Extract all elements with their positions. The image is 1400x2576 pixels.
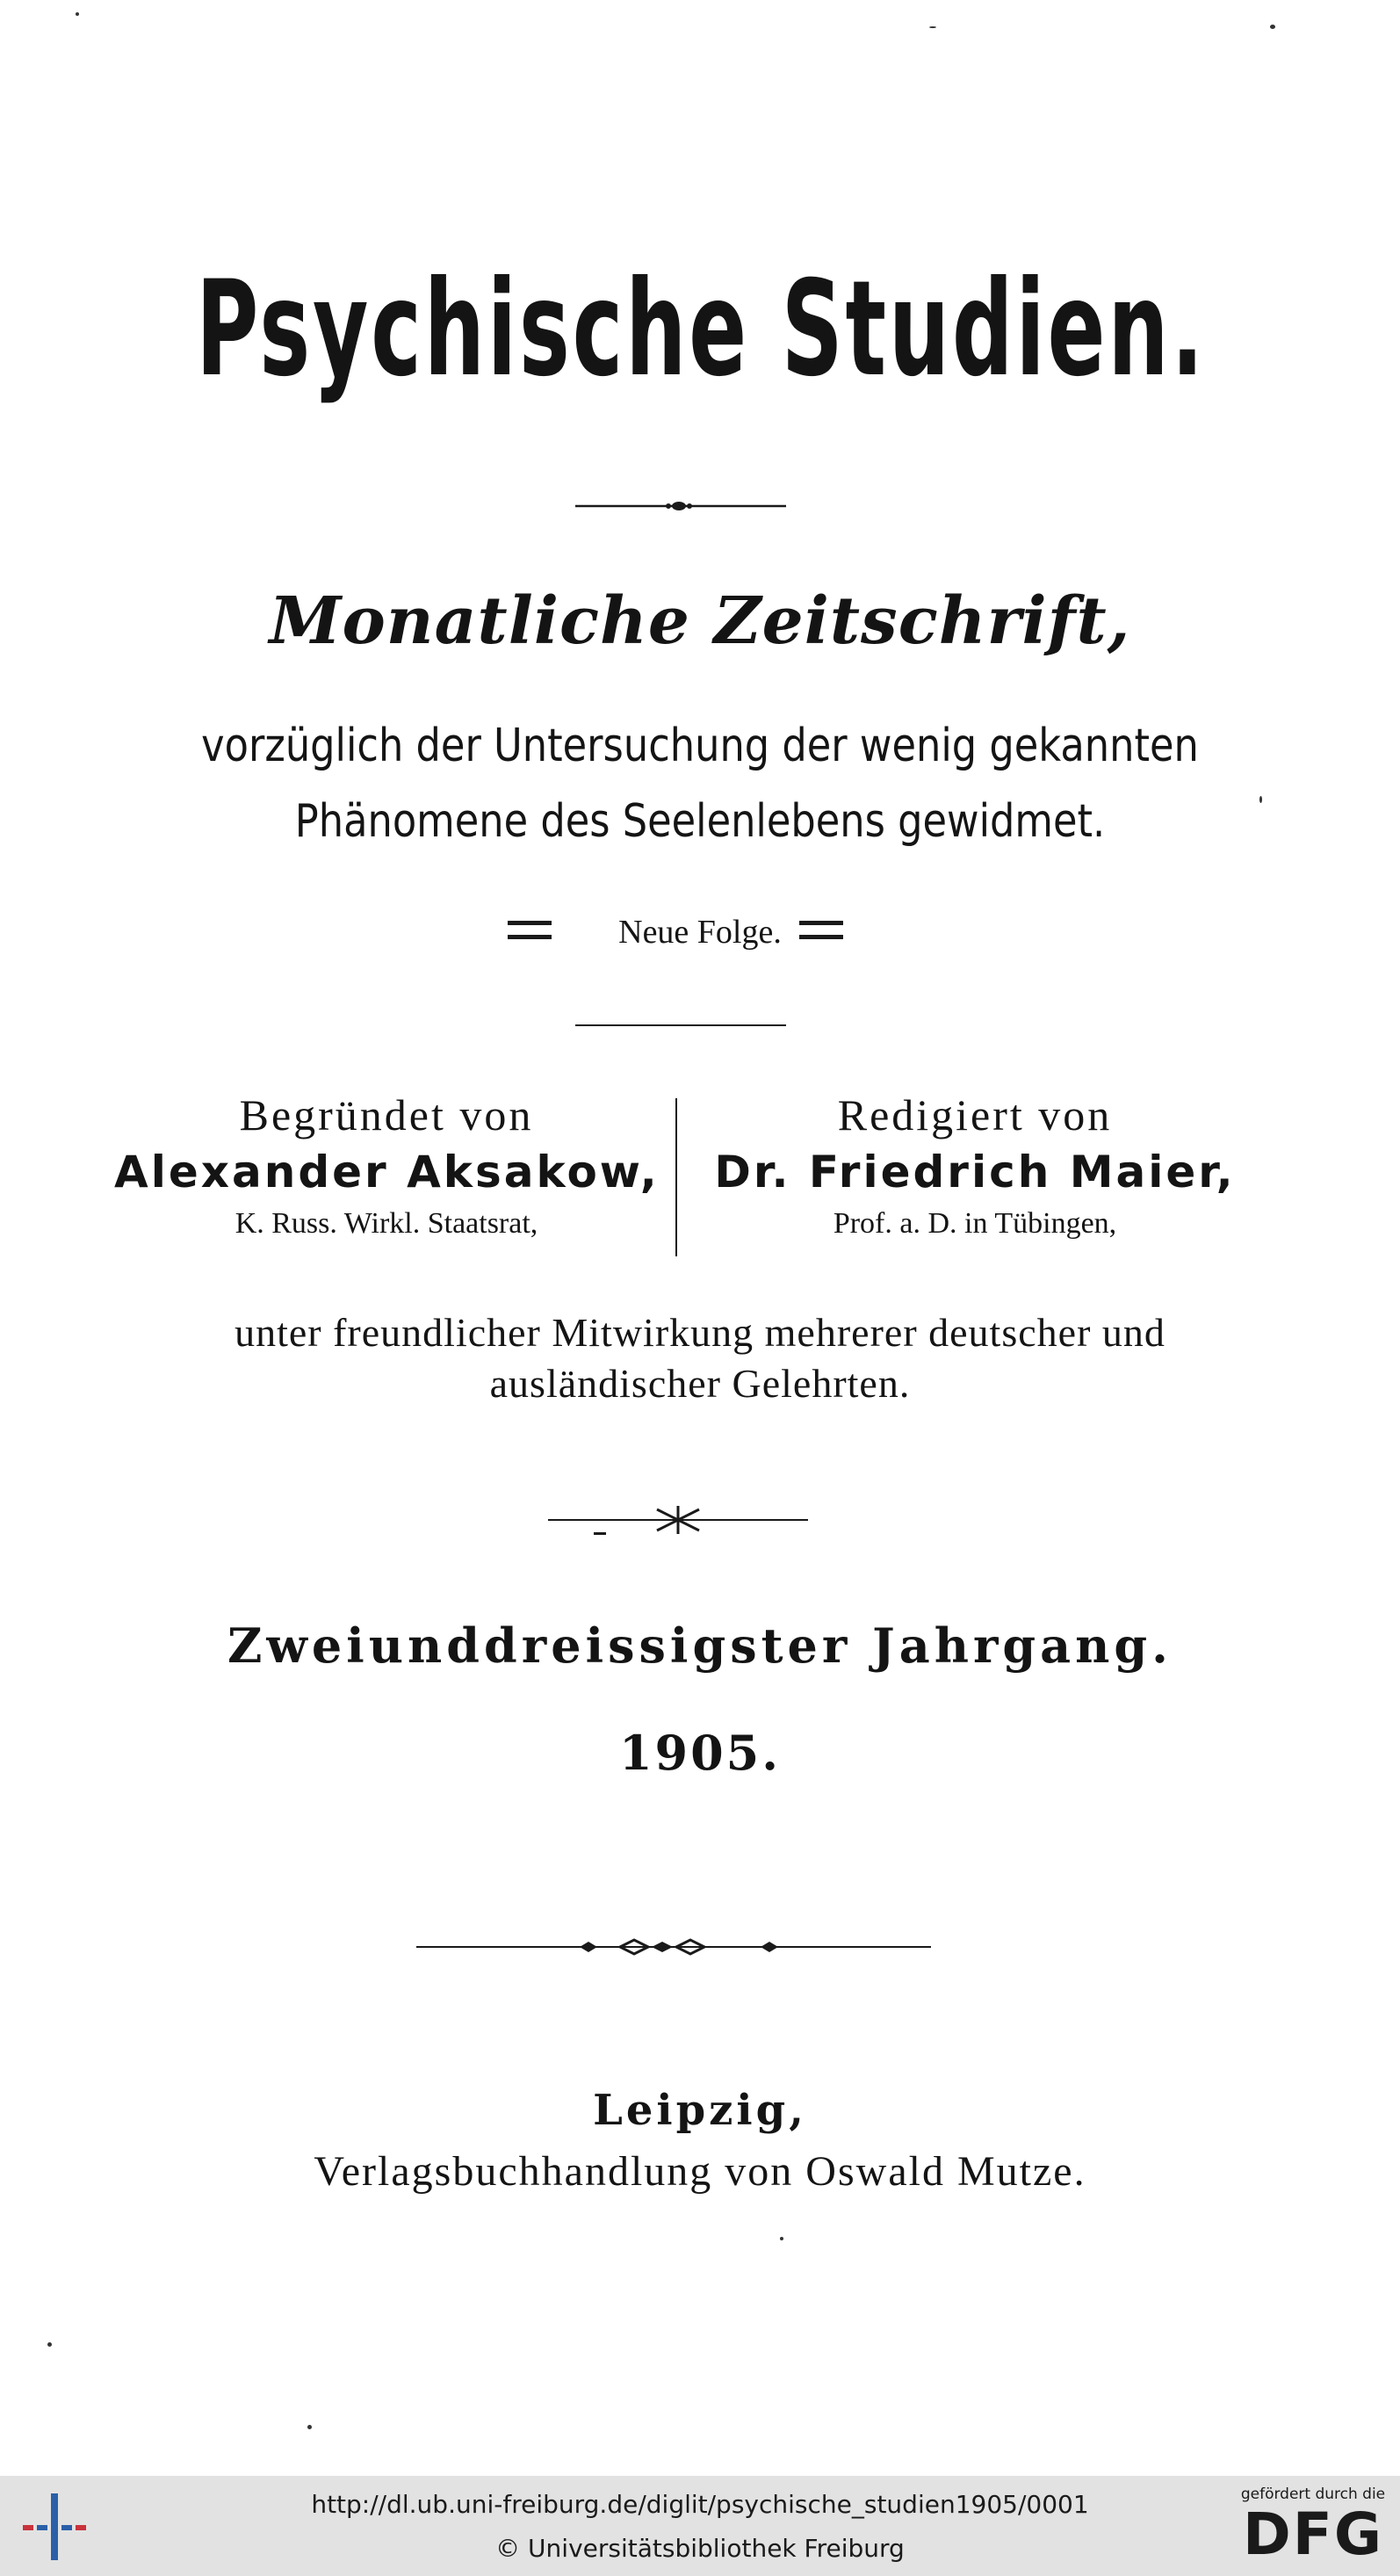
- scan-speck: [780, 2237, 783, 2240]
- cooperation-note: [0, 1307, 1400, 1409]
- dfg-logo: [1238, 2485, 1388, 2572]
- dfg-logo-text: DFG: [1242, 2500, 1384, 2568]
- main-title: Psychische Studien.: [196, 253, 1207, 406]
- scan-speck: [307, 2425, 312, 2429]
- editor-block: [694, 1088, 1256, 1246]
- description-line: Phänomene des Seelenlebens gewidmet.: [294, 795, 1106, 848]
- series-label: Neue Folge.: [618, 914, 782, 951]
- publisher: Verlagsbuchhandlung von Oswald Mutze.: [314, 2148, 1086, 2195]
- ornament-rule: [575, 497, 786, 515]
- founder-label: Begründet von: [239, 1090, 534, 1140]
- permalink-url[interactable]: http://dl.ub.uni-freiburg.de/diglit/psychische_studien1905/0001: [311, 2490, 1089, 2519]
- scan-speck: [76, 12, 79, 16]
- dfg-caption: gefördert durch die: [1240, 2486, 1386, 2503]
- description-line: vorzüglich der Untersuchung der wenig gekannten: [201, 720, 1199, 772]
- editor-name: Dr. Friedrich Maier,: [714, 1147, 1236, 1198]
- cooperation-line: ausländischer Gelehrten.: [489, 1361, 911, 1406]
- lozenge-ornament-rule: [416, 1936, 935, 1957]
- publication-city: Leipzig,: [593, 2086, 807, 2135]
- founder-role: K. Russ. Wirkl. Staatsrat,: [235, 1207, 538, 1240]
- editor-role: Prof. a. D. in Tübingen,: [833, 1207, 1117, 1240]
- year: 1905.: [618, 1725, 782, 1781]
- volume-number: Zweiunddreissigster Jahrgang.: [227, 1617, 1173, 1674]
- scan-speck: [1270, 25, 1275, 29]
- column-divider: [675, 1098, 677, 1256]
- digital-library-footer: [0, 2476, 1400, 2576]
- divider-rule: [575, 1024, 786, 1026]
- founder-block: [114, 1088, 659, 1246]
- scan-speck: [47, 2342, 52, 2347]
- subtitle: Monatliche Zeitschrift,: [269, 583, 1131, 659]
- double-bar-ornament: [799, 917, 845, 944]
- description: [98, 708, 1303, 859]
- star-ornament-rule: [548, 1502, 808, 1541]
- cooperation-line: unter freundlicher Mitwirkung mehrerer deutscher und: [235, 1310, 1165, 1355]
- founder-name: Alexander Aksakow,: [114, 1147, 660, 1198]
- editor-label: Redigiert von: [837, 1090, 1113, 1140]
- copyright-notice: © Universitätsbibliothek Freiburg: [495, 2534, 905, 2563]
- scan-speck: [929, 26, 936, 28]
